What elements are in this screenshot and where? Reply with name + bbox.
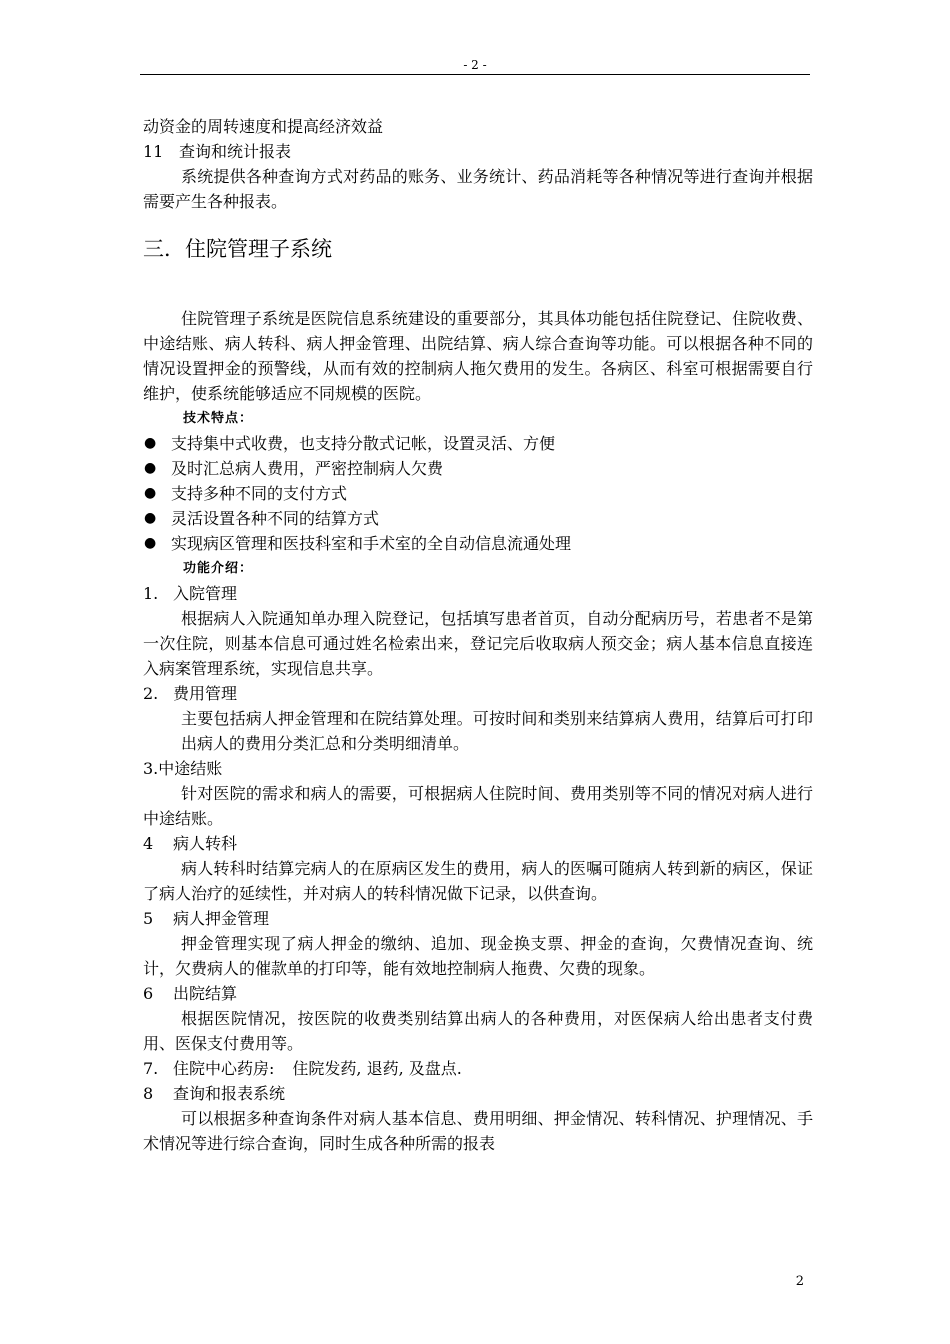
item-11-title: 查询和统计报表 — [179, 142, 292, 161]
function-title: 费用管理 — [173, 684, 238, 703]
function-title: 病人押金管理 — [173, 909, 270, 928]
bullet-icon: ● — [144, 485, 157, 501]
bullet-icon: ● — [144, 510, 157, 526]
function-description: 针对医院的需求和病人的需要，可根据病人住院时间、费用类别等不同的情况对病人进行中途结账。 — [143, 784, 813, 828]
function-description: 主要包括病人押金管理和在院结算处理。可按时间和类别来结算病人费用，结算后可打印出病人的费用分类汇总和分类明细清单。 — [181, 709, 813, 753]
bullet-icon: ● — [144, 435, 157, 451]
continuation-text: 动资金的周转速度和提高经济效益 — [143, 117, 384, 136]
function-heading — [143, 681, 813, 706]
list-item — [143, 481, 813, 506]
function-number: 3. — [143, 759, 159, 778]
function-number: 7. — [143, 1059, 159, 1078]
function-title: 中途结账 — [158, 759, 223, 778]
function-description: 病人转科时结算完病人的在原病区发生的费用，病人的医嘱可随病人转到新的病区，保证了病人治疗的延续性，并对病人的转科情况做下记录，以供查询。 — [143, 859, 813, 903]
section-intro: 住院管理子系统是医院信息系统建设的重要部分，其具体功能包括住院登记、住院收费、中途结账、病人转科、病人押金管理、出院结算、病人综合查询等功能。可以根据各种不同的情况设置押金的预警线，从而有效的控制病人拖欠费用的发生。各病区、科室可根据需要自行维护，使系统能够适应不同规模的医院。 — [143, 309, 813, 403]
function-number: 2. — [143, 684, 159, 703]
function-heading — [143, 581, 813, 606]
function-extra: 住院发药, 退药, 及盘点. — [292, 1059, 462, 1078]
function-number: 1. — [143, 584, 159, 603]
function-description: 根据病人入院通知单办理入院登记，包括填写患者首页，自动分配病历号，若患者不是第一次住院，则基本信息可通过姓名检索出来，登记完后收取病人预交金；病人基本信息直接连入病案管理系统，实现信息共享。 — [143, 609, 813, 678]
function-heading — [143, 756, 813, 781]
function-heading — [143, 981, 813, 1006]
function-title: 查询和报表系统 — [173, 1084, 286, 1103]
list-item — [143, 431, 813, 456]
function-number: 5 — [143, 909, 154, 928]
function-number: 4 — [143, 834, 154, 853]
list-item — [143, 531, 813, 556]
function-description: 可以根据多种查询条件对病人基本信息、费用明细、押金情况、转科情况、护理情况、手术情况等进行综合查询，同时生成各种所需的报表 — [143, 1109, 813, 1153]
function-number: 6 — [143, 984, 154, 1003]
item-11-description: 系统提供各种查询方式对药品的账务、业务统计、药品消耗等各种情况等进行查询并根据需要产生各种报表。 — [143, 167, 813, 211]
function-title: 出院结算 — [173, 984, 238, 1003]
header-rule — [140, 74, 810, 75]
function-title: 住院中心药房: — [173, 1059, 275, 1078]
feature-text: 支持集中式收费，也支持分散式记帐，设置灵活、方便 — [171, 434, 556, 453]
feature-text: 灵活设置各种不同的结算方式 — [171, 509, 380, 528]
function-title: 入院管理 — [173, 584, 238, 603]
feature-text: 实现病区管理和医技科室和手术室的全自动信息流通处理 — [171, 534, 572, 553]
document-body — [143, 114, 813, 1156]
section-title: 三．住院管理子系统 — [143, 237, 332, 261]
function-description: 押金管理实现了病人押金的缴纳、追加、现金换支票、押金的查询，欠费情况查询、统计，欠费病人的催款单的打印等，能有效地控制病人拖费、欠费的现象。 — [143, 934, 813, 978]
function-description: 根据医院情况，按医院的收费类别结算出病人的各种费用，对医保病人给出患者支付费用、医保支付费用等。 — [143, 1009, 813, 1053]
function-heading — [143, 1081, 813, 1106]
function-number: 8 — [143, 1084, 154, 1103]
functions-label: 功能介绍： — [183, 561, 254, 576]
features-label: 技术特点： — [183, 411, 254, 426]
function-heading — [143, 906, 813, 931]
function-heading — [143, 831, 813, 856]
page-header-marker: - 2 - — [463, 58, 487, 72]
feature-text: 及时汇总病人费用，严密控制病人欠费 — [171, 459, 444, 478]
bullet-icon: ● — [144, 460, 157, 476]
list-item — [143, 506, 813, 531]
feature-text: 支持多种不同的支付方式 — [171, 484, 348, 503]
page-number: 2 — [795, 1274, 804, 1289]
features-list — [143, 431, 813, 556]
function-heading — [143, 1056, 813, 1081]
item-11-heading — [143, 139, 813, 164]
function-title: 病人转科 — [173, 834, 238, 853]
bullet-icon: ● — [144, 535, 157, 551]
item-11-number: 11 — [143, 142, 164, 161]
list-item — [143, 456, 813, 481]
